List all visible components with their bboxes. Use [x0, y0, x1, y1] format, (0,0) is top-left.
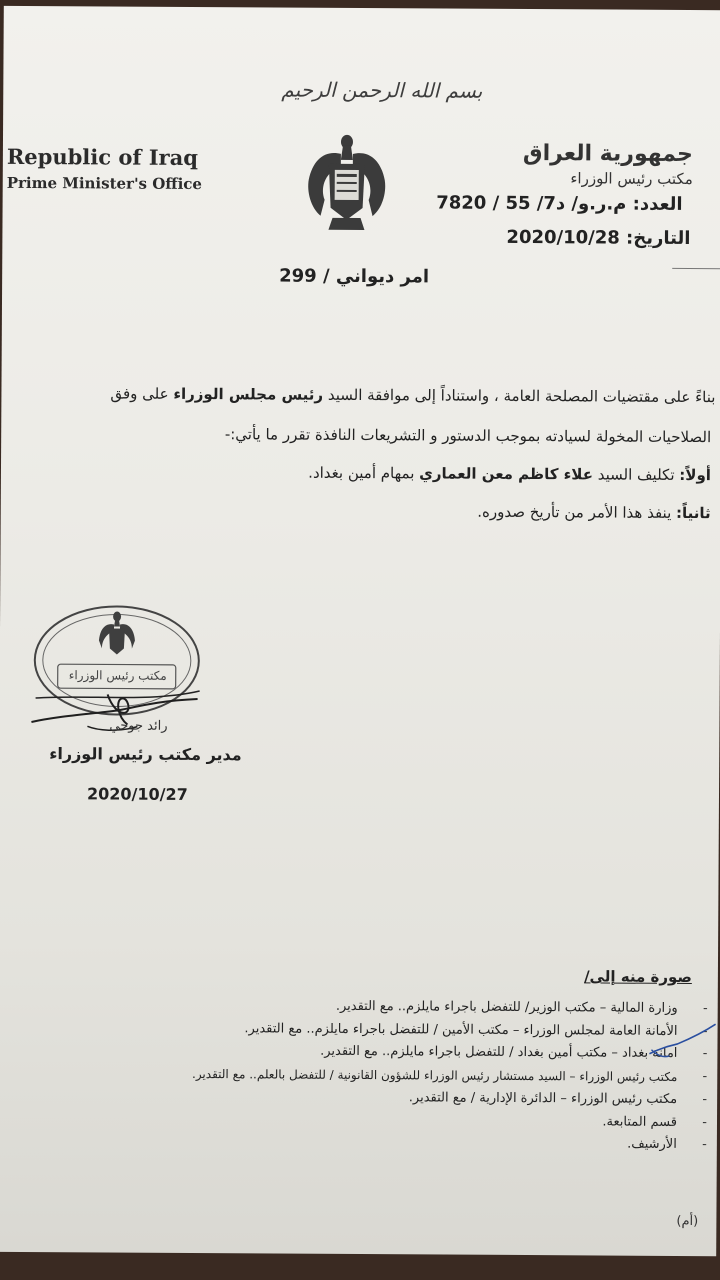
arabic-office-title: مكتب رئيس الوزراء — [570, 169, 693, 189]
item-first-label: أولاً: — [679, 465, 712, 485]
copies-bullet: - — [702, 1114, 708, 1130]
reference-number-label: العدد: — [632, 193, 683, 215]
copies-item-text: امانة بغداد – مكتب أمين بغداد / للتفضل باجراء مايلزم.. مع التقدير. — [320, 1043, 678, 1061]
copies-bullet: - — [702, 1137, 707, 1153]
issue-date — [506, 227, 690, 249]
copies-item — [191, 1063, 708, 1089]
copies-item-text: قسم المتابعة. — [602, 1113, 678, 1130]
body-line-1-bold: رئيس مجلس الوزراء — [173, 384, 324, 404]
item-second-text: ينفذ هذا الأمر من تأريخ صدوره. — [477, 502, 672, 522]
copies-bullet: - — [702, 1046, 708, 1062]
document-page — [0, 6, 720, 1256]
item-first — [308, 464, 711, 484]
copies-item-text: الأرشيف. — [627, 1136, 677, 1152]
copies-item — [207, 1018, 708, 1043]
signature-date: 2020/10/27 — [86, 784, 188, 804]
footer-mark: (أم) — [676, 1213, 699, 1230]
signer-name: رائد جوحي — [109, 718, 168, 734]
issue-date-value: 2020/10/28 — [506, 226, 620, 249]
copies-item — [208, 995, 708, 1020]
header-divider — [672, 268, 720, 269]
copies-item — [207, 1040, 708, 1065]
english-office-title: Prime Minister's Office — [6, 173, 203, 194]
handwritten-signature-icon — [27, 686, 207, 747]
order-title: امر ديواني / 299 — [279, 265, 430, 288]
issue-date-label: التاريخ: — [626, 227, 691, 250]
copies-item — [207, 1086, 708, 1111]
item-first-end: بمهام أمين بغداد. — [308, 463, 415, 483]
copies-item-text: وزارة المالية – مكتب الوزير/ للتفضل باجراء مايلزم.. مع التقدير. — [335, 998, 678, 1016]
reference-number-value: م.ر.و/ د7/ 55 / 7820 — [436, 192, 627, 215]
item-first-name: علاء كاظم معن العماري — [419, 464, 594, 484]
eagle-emblem-icon — [304, 130, 389, 235]
copies-list — [191, 995, 708, 1156]
copies-item-text: مكتب رئيس الوزراء – السيد مستشار رئيس الوزراء للشؤون القانونية / للتفضل بالعلم.. مع التقدير. — [191, 1066, 678, 1084]
item-first-text: تكليف السيد — [597, 465, 675, 484]
body-line-1-text: بناءً على مقتضيات المصلحة العامة ، واستناداً إلى موافقة السيد — [327, 385, 716, 407]
pen-mark-icon — [647, 1020, 717, 1060]
copies-item-text: مكتب رئيس الوزراء – الدائرة الإدارية / مع التقدير. — [408, 1090, 678, 1107]
copies-item-text: الأمانة العامة لمجلس الوزراء – مكتب الأمين / للتفضل باجراء مايلزم.. مع التقدير. — [244, 1020, 678, 1039]
copies-bullet: - — [702, 1068, 708, 1084]
body-line-1 — [110, 384, 715, 406]
english-country-title: Republic of Iraq — [6, 143, 198, 171]
body-line-1-end: على وفق — [110, 384, 169, 403]
copies-bullet: - — [702, 1001, 708, 1017]
body-line-2: الصلاحيات المخولة لسيادته بموجب الدستور و التشريعات النافذة تقرر ما يأتي:- — [224, 425, 712, 447]
basmala-calligraphy: بسم الله الرحمن الرحيم — [281, 77, 483, 103]
signer-title: مدير مكتب رئيس الوزراء — [49, 744, 242, 765]
copies-item — [207, 1109, 708, 1134]
copies-item — [207, 1131, 707, 1156]
copies-title: صورة منه إلى/ — [584, 967, 692, 987]
item-second — [477, 503, 711, 522]
copies-bullet: - — [702, 1023, 708, 1039]
arabic-country-title: جمهورية العراق — [522, 140, 693, 168]
stamp-text: مكتب رئيس الوزراء — [68, 668, 167, 683]
reference-number — [436, 192, 682, 215]
item-second-label: ثانياً: — [676, 503, 711, 523]
copies-bullet: - — [702, 1092, 708, 1108]
